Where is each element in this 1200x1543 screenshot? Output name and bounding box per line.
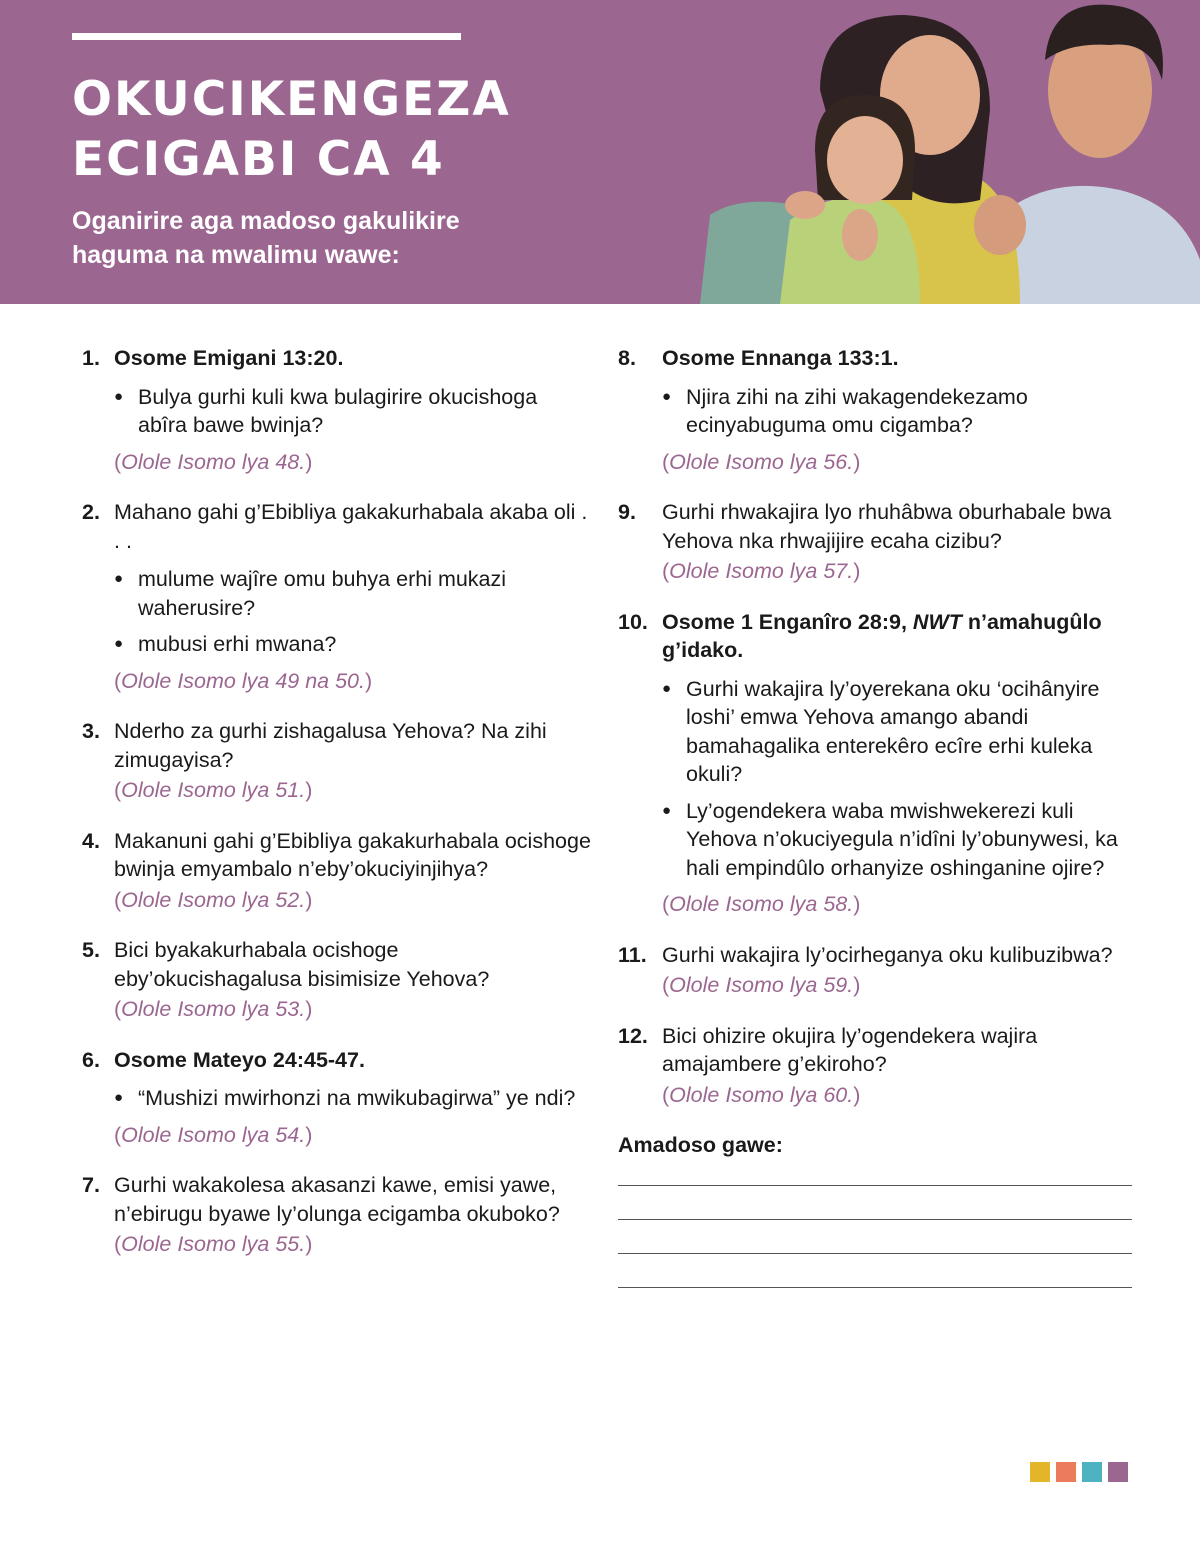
color-square [1082,1462,1102,1482]
paren-open: ( [114,1122,122,1147]
lesson-reference-text: Olole Isomo lya 57. [669,559,854,583]
question-number: 11. [618,942,647,967]
paren-open: ( [114,997,122,1021]
question-text: Gurhi rhwakajira lyo rhuhâbwa oburhabale bwa Yehova nka rhwajijire ecaha cizibu? [662,500,1112,553]
question-heading [82,498,592,555]
page-title [72,70,632,190]
lesson-reference [662,557,1148,586]
bullet-item: ● Gurhi wakajira ly’oyerekana oku ‘ocihânyire loshi’ emwa Yehova amango abandi bamahagalika enterekêro ecîre erhi kuleka okuli? [662,675,1148,789]
subtitle-line-2: haguma na mwalimu wawe: [72,241,400,269]
lesson-reference-text: Olole Isomo lya 53. [121,997,306,1021]
paren-close: ) [853,892,861,916]
color-square [1056,1462,1076,1482]
lesson-reference-text: Olole Isomo lya 59. [669,973,854,997]
paren-open: ( [114,1232,122,1256]
color-square [1030,1462,1050,1482]
question-number: 1. [82,346,100,370]
question-item [618,498,1148,586]
bullet-list [662,675,1148,883]
questions-left-column [82,344,592,1281]
question-heading [82,717,592,774]
questions-right-column [618,344,1148,1288]
question-heading [82,344,592,373]
question-item [82,344,592,476]
question-text: Nderho za gurhi zishagalusa Yehova? Na zihi zimugayisa? [114,719,547,772]
notes-line[interactable] [618,1185,1132,1186]
question-text: Makanuni gahi g’Ebibliya gakakurhabala ocishoge bwinja emyambalo n’eby’okuciyinjihya? [114,828,591,881]
question-number: 9. [618,500,636,524]
question-item [618,344,1148,476]
paren-close: ) [853,559,861,583]
lesson-reference-text: Olole Isomo lya 52. [121,887,306,912]
lesson-reference-text: Olole Isomo lya 51. [121,778,306,802]
bullet-list [114,565,592,659]
paren-open: ( [114,778,122,802]
paren-open: ( [662,1082,670,1107]
title-line-1: OKUCIKENGEZA [72,72,511,127]
question-text: Bici ohizire okujira ly’ogendekera wajira amajambere g’ekiroho? [662,1023,1038,1076]
question-number: 8. [618,346,636,370]
paren-close: ) [364,668,373,693]
lesson-reference-text: Olole Isomo lya 56. [669,449,854,474]
question-text-part: n’amahugûlo g’idako. [662,609,1102,662]
question-text: Osome Emigani 13:20. [114,346,344,370]
paren-open: ( [662,892,670,916]
question-number: 5. [82,938,100,962]
family-praying-illustration [700,0,1200,304]
lesson-reference-text: Olole Isomo lya 55. [121,1232,306,1256]
paren-close: ) [305,1232,313,1256]
question-number: 7. [82,1173,100,1197]
notes-line[interactable] [618,1253,1132,1254]
color-squares [1030,1462,1128,1482]
question-item [82,717,592,805]
question-heading [618,498,1148,555]
question-heading [82,1046,592,1075]
lesson-reference-text: Olole Isomo lya 54. [121,1122,306,1147]
question-item [82,1171,592,1259]
notes-line[interactable] [618,1287,1132,1288]
paren-close: ) [305,1122,313,1147]
question-number: 6. [82,1047,100,1072]
question-number: 4. [82,828,100,853]
color-square [1108,1462,1128,1482]
lesson-reference-text: Olole Isomo lya 60. [669,1082,854,1107]
question-item [82,498,592,695]
question-heading [618,1022,1148,1079]
bullet-item: ● “Mushizi mwirhonzi na mwikubagirwa” ye ndi? [114,1084,592,1113]
question-text-emphasis: NWT [912,609,962,634]
question-number: 10. [618,609,648,634]
paren-open: ( [114,668,122,693]
question-heading [618,608,1148,665]
lesson-reference [114,1121,592,1150]
question-text [662,608,1148,665]
paren-close: ) [853,449,861,474]
question-item [82,827,592,915]
question-text: Osome Mateyo 24:45-47. [114,1047,365,1072]
question-item [618,608,1148,919]
question-text: Osome Ennanga 133:1. [662,346,899,370]
question-item [618,1022,1148,1110]
question-heading [82,936,592,993]
paren-close: ) [305,449,313,474]
paren-open: ( [662,449,670,474]
lesson-reference [114,667,592,696]
lesson-reference [662,890,1148,919]
paren-close: ) [305,778,313,802]
page-subtitle [72,204,592,272]
header-banner [0,0,1200,304]
question-text-part: Osome 1 Enganîro 28:9, [662,609,913,634]
bullet-list [114,1084,592,1113]
lesson-reference [114,886,592,915]
question-item [618,941,1148,1000]
paren-open: ( [114,449,122,474]
bullet-item: ● Njira zihi na zihi wakagendekezamo ecinyabuguma omu cigamba? [662,383,1148,440]
question-heading [618,941,1148,970]
paren-open: ( [662,973,670,997]
lesson-reference [662,971,1148,1000]
subtitle-line-1: Oganirire aga madoso gakulikire [72,207,460,235]
question-item [82,1046,592,1150]
lesson-reference [662,448,1148,477]
question-text: Bici byakakurhabala ocishoge eby’okucishagalusa bisimisize Yehova? [114,938,490,991]
lesson-reference [114,776,592,805]
paren-close: ) [853,1082,861,1107]
lesson-reference [114,448,592,477]
lesson-reference [114,1230,592,1259]
question-text: Mahano gahi g’Ebibliya gakakurhabala akaba oli . . . [114,500,588,553]
bullet-item: ● mubusi erhi mwana? [114,630,592,659]
lesson-reference-text: Olole Isomo lya 49 na 50. [121,668,365,693]
bullet-list [662,383,1148,440]
question-text: Gurhi wakakolesa akasanzi kawe, emisi yawe, n’ebirugu byawe ly’olunga ecigamba okuboko? [114,1173,560,1226]
question-heading [82,827,592,884]
title-line-2: ECIGABI CA 4 [72,132,445,187]
lesson-reference-text: Olole Isomo lya 48. [121,449,306,474]
header-rule [72,33,461,40]
lesson-reference [662,1081,1148,1110]
paren-open: ( [114,887,122,912]
lesson-reference [114,995,592,1024]
bullet-item: ● Bulya gurhi kuli kwa bulagirire okucishoga abîra bawe bwinja? [114,383,592,440]
paren-close: ) [305,997,313,1021]
question-number: 12. [618,1023,648,1048]
question-item [82,936,592,1024]
question-number: 3. [82,719,100,743]
bullet-list [114,383,592,440]
paren-open: ( [662,559,670,583]
bullet-item: ● Ly’ogendekera waba mwishwekerezi kuli Yehova n’okuciyegula n’idîni ly’obunywesi, ka hali empindûlo orhanyize oshinganine ojire? [662,797,1148,883]
bullet-item: ● mulume wajîre omu buhya erhi mukazi waherusire? [114,565,592,622]
notes-line[interactable] [618,1219,1132,1220]
paren-close: ) [305,887,313,912]
question-heading [618,344,1148,373]
question-number: 2. [82,500,100,524]
paren-close: ) [853,973,861,997]
lesson-reference-text: Olole Isomo lya 58. [669,892,854,916]
question-text: Gurhi wakajira ly’ocirheganya oku kulibuzibwa? [662,942,1113,967]
notes-label: Amadoso gawe: [618,1133,783,1157]
question-heading [82,1171,592,1228]
